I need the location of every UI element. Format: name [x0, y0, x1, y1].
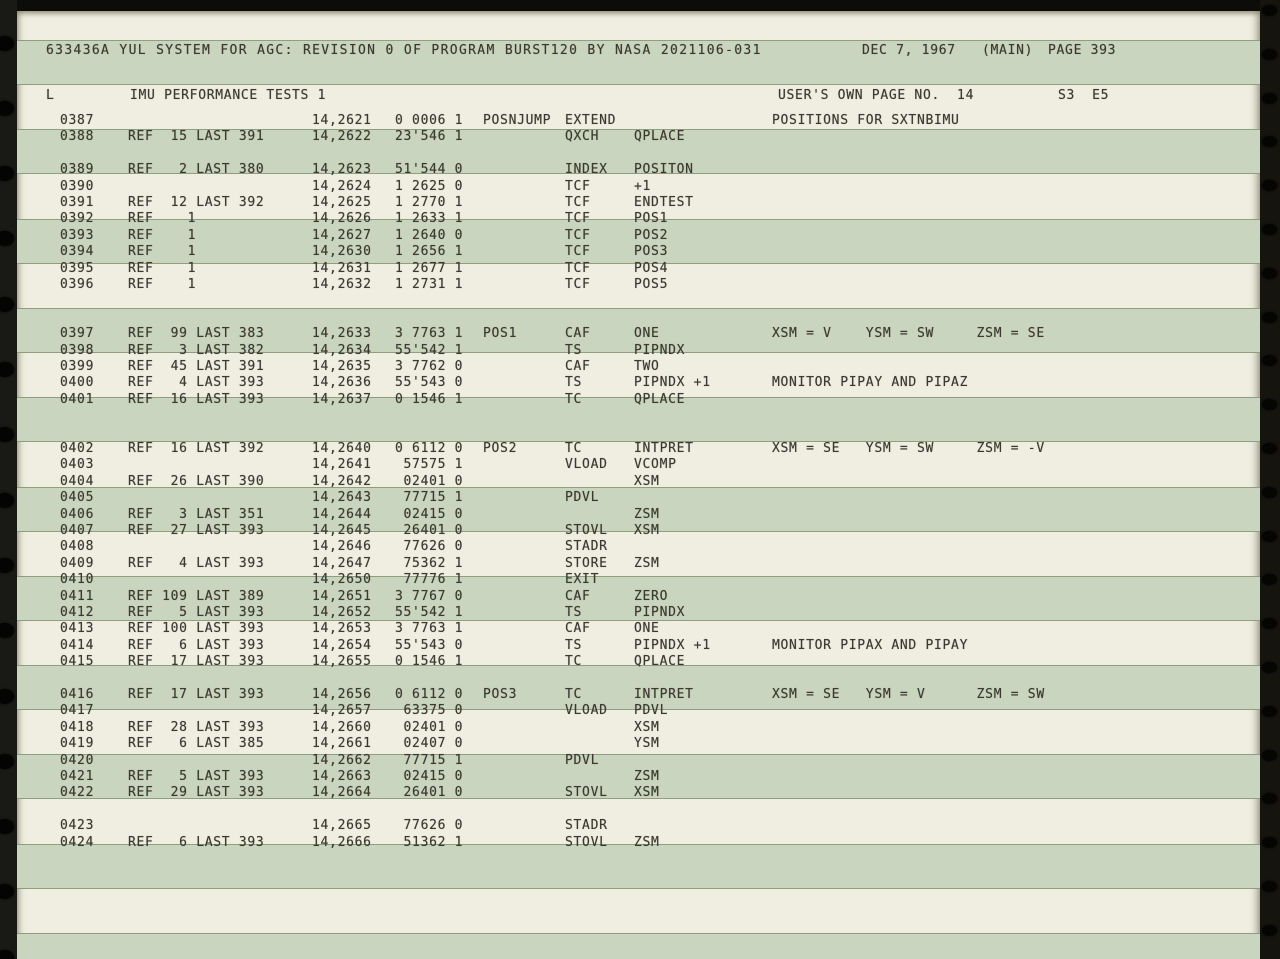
memory-address: 14,2661: [312, 736, 372, 752]
octal-word: 75362 1: [395, 555, 464, 571]
octal-word: 77626 0: [395, 539, 464, 555]
sequence-number: 0391: [60, 195, 95, 210]
opcode: STADR: [565, 818, 608, 834]
sequence-number: 0389: [60, 162, 95, 178]
opcode: CAF: [565, 588, 591, 604]
sequence-number: 0390: [60, 178, 95, 194]
operand: ENDTEST: [634, 195, 694, 210]
punch-hole: [0, 689, 14, 704]
operand: XSM: [634, 473, 660, 489]
ref-count: REF 3 LAST 351: [128, 506, 265, 522]
octal-word: 02401 0: [395, 473, 464, 489]
octal-word: 77776 1: [395, 572, 464, 588]
section-title: IMU PERFORMANCE TESTS 1: [130, 88, 327, 103]
grid-reference: S3 E5: [1058, 88, 1110, 103]
memory-address: 14,2640: [312, 441, 372, 456]
memory-address: 14,2635: [312, 359, 372, 374]
program-title: 633436A YUL SYSTEM FOR AGC: REVISION 0 OF PROGRAM BURST120 BY NASA 2021106-031: [46, 43, 762, 58]
ref-count: REF 5 LAST 393: [128, 605, 265, 620]
comment: MONITOR PIPAX AND PIPAY: [772, 637, 969, 653]
memory-address: 14,2645: [312, 523, 372, 538]
operand: PIPNDX: [634, 342, 686, 358]
octal-word: 63375 0: [395, 703, 464, 719]
opcode: TCF: [565, 227, 591, 243]
punch-hole: [1262, 312, 1277, 323]
ref-count: REF 1: [128, 227, 197, 243]
memory-address: 14,2622: [312, 129, 372, 145]
octal-word: 51362 1: [395, 834, 464, 850]
opcode: VLOAD: [565, 703, 608, 719]
sequence-number: 0405: [60, 490, 95, 506]
opcode: TCF: [565, 178, 591, 194]
opcode: TCF: [565, 260, 591, 276]
sequence-number: 0418: [60, 719, 95, 735]
opcode: EXTEND: [565, 113, 617, 128]
ref-count: REF 26 LAST 390: [128, 473, 265, 489]
sequence-number: 0400: [60, 375, 95, 391]
sequence-number: 0407: [60, 523, 95, 538]
punch-hole: [1262, 5, 1277, 16]
line-type-marker: L: [46, 88, 55, 103]
memory-address: 14,2651: [312, 588, 372, 604]
octal-word: 0 0006 1: [395, 113, 464, 128]
sequence-number: 0424: [60, 834, 95, 850]
memory-address: 14,2656: [312, 687, 372, 702]
octal-word: 3 7763 1: [395, 621, 464, 637]
opcode: TCF: [565, 277, 591, 292]
ref-count: REF 1: [128, 244, 197, 260]
octal-word: 57575 1: [395, 457, 464, 473]
opcode: TCF: [565, 244, 591, 260]
sequence-number: 0419: [60, 736, 95, 752]
punch-hole: [1262, 443, 1277, 454]
opcode: EXIT: [565, 572, 600, 588]
sequence-number: 0410: [60, 572, 95, 588]
octal-word: 77715 1: [395, 752, 464, 768]
sequence-number: 0394: [60, 244, 95, 260]
comment: POSITIONS FOR SXTNBIMU: [772, 113, 960, 128]
operand: XSM: [634, 785, 660, 801]
ref-count: REF 17 LAST 393: [128, 687, 265, 702]
octal-word: 1 2731 1: [395, 277, 464, 292]
opcode: PDVL: [565, 490, 600, 506]
opcode: TCF: [565, 211, 591, 227]
opcode: VLOAD: [565, 457, 608, 473]
symbol-label: POSNJUMP: [483, 113, 552, 128]
operand: POS3: [634, 244, 669, 260]
octal-word: 3 7763 1: [395, 326, 464, 342]
symbol-label: POS1: [483, 326, 518, 342]
octal-word: 55'542 1: [395, 342, 464, 358]
user-page-number: USER'S OWN PAGE NO. 14: [778, 88, 975, 103]
octal-word: 1 2770 1: [395, 195, 464, 210]
ref-count: REF 29 LAST 393: [128, 785, 265, 801]
comment: XSM = V YSM = SW ZSM = SE: [772, 326, 1045, 342]
memory-address: 14,2653: [312, 621, 372, 637]
ref-count: REF 6 LAST 393: [128, 834, 265, 850]
memory-address: 14,2632: [312, 277, 372, 292]
operand: ZSM: [634, 555, 660, 571]
ref-count: REF 1: [128, 260, 197, 276]
sequence-number: 0392: [60, 211, 95, 227]
sequence-number: 0396: [60, 277, 95, 292]
octal-word: 02401 0: [395, 719, 464, 735]
operand: POS4: [634, 260, 669, 276]
octal-word: 1 2633 1: [395, 211, 464, 227]
octal-word: 51'544 0: [395, 162, 464, 178]
operand: POS2: [634, 227, 669, 243]
operand: ONE: [634, 326, 660, 342]
comment: MONITOR PIPAY AND PIPAZ: [772, 375, 969, 391]
opcode: STADR: [565, 539, 608, 555]
octal-word: 1 2656 1: [395, 244, 464, 260]
opcode: STORE: [565, 555, 608, 571]
page-number: PAGE 393: [1048, 43, 1117, 58]
memory-address: 14,2634: [312, 342, 372, 358]
operand: ZERO: [634, 588, 669, 604]
octal-word: 0 6112 0: [395, 687, 464, 702]
memory-address: 14,2665: [312, 818, 372, 834]
octal-word: 02415 0: [395, 506, 464, 522]
opcode: STOVL: [565, 523, 608, 538]
memory-address: 14,2654: [312, 637, 372, 653]
octal-word: 23'546 1: [395, 129, 464, 145]
memory-address: 14,2627: [312, 227, 372, 243]
memory-address: 14,2652: [312, 605, 372, 620]
octal-word: 77626 0: [395, 818, 464, 834]
memory-address: 14,2626: [312, 211, 372, 227]
octal-word: 55'542 1: [395, 605, 464, 620]
opcode: QXCH: [565, 129, 600, 145]
octal-word: 02407 0: [395, 736, 464, 752]
operand: POS1: [634, 211, 669, 227]
scan-edge-left: [0, 0, 17, 959]
memory-address: 14,2641: [312, 457, 372, 473]
operand: INTPRET: [634, 441, 694, 456]
memory-address: 14,2644: [312, 506, 372, 522]
opcode: TS: [565, 605, 583, 620]
sequence-number: 0420: [60, 752, 95, 768]
operand: ZSM: [634, 769, 660, 784]
sequence-number: 0423: [60, 818, 95, 834]
ref-count: REF 15 LAST 391: [128, 129, 265, 145]
punch-hole: [1262, 268, 1277, 279]
operand: PIPNDX: [634, 605, 686, 620]
memory-address: 14,2655: [312, 654, 372, 670]
ref-count: REF 1: [128, 277, 197, 292]
sequence-number: 0413: [60, 621, 95, 637]
opcode: CAF: [565, 326, 591, 342]
memory-address: 14,2650: [312, 572, 372, 588]
memory-address: 14,2630: [312, 244, 372, 260]
opcode: TS: [565, 342, 583, 358]
sequence-number: 0403: [60, 457, 95, 473]
operand: QPLACE: [634, 391, 686, 407]
operand: PIPNDX +1: [634, 375, 711, 391]
memory-address: 14,2657: [312, 703, 372, 719]
memory-address: 14,2643: [312, 490, 372, 506]
octal-word: 3 7767 0: [395, 588, 464, 604]
sequence-number: 0414: [60, 637, 95, 653]
memory-address: 14,2621: [312, 113, 372, 128]
opcode: TC: [565, 654, 583, 670]
memory-address: 14,2631: [312, 260, 372, 276]
memory-address: 14,2647: [312, 555, 372, 571]
opcode: STOVL: [565, 834, 608, 850]
sequence-number: 0387: [60, 113, 95, 128]
ref-count: REF 6 LAST 385: [128, 736, 265, 752]
sequence-number: 0422: [60, 785, 95, 801]
sequence-number: 0388: [60, 129, 95, 145]
memory-address: 14,2642: [312, 473, 372, 489]
memory-address: 14,2646: [312, 539, 372, 555]
memory-address: 14,2633: [312, 326, 372, 342]
octal-word: 0 1546 1: [395, 654, 464, 670]
memory-address: 14,2664: [312, 785, 372, 801]
octal-word: 77715 1: [395, 490, 464, 506]
octal-word: 26401 0: [395, 785, 464, 801]
opcode: TS: [565, 375, 583, 391]
sequence-number: 0397: [60, 326, 95, 342]
opcode: INDEX: [565, 162, 608, 178]
memory-address: 14,2636: [312, 375, 372, 391]
operand: XSM: [634, 523, 660, 538]
opcode: CAF: [565, 621, 591, 637]
ref-count: REF 4 LAST 393: [128, 375, 265, 391]
memory-address: 14,2623: [312, 162, 372, 178]
symbol-label: POS2: [483, 441, 518, 456]
ref-count: REF 99 LAST 383: [128, 326, 265, 342]
ref-count: REF 16 LAST 393: [128, 391, 265, 407]
octal-word: 1 2625 0: [395, 178, 464, 194]
ref-count: REF 1: [128, 211, 197, 227]
sequence-number: 0404: [60, 473, 95, 489]
octal-word: 0 6112 0: [395, 441, 464, 456]
operand: PIPNDX +1: [634, 637, 711, 653]
ref-count: REF 17 LAST 393: [128, 654, 265, 670]
ref-count: REF 3 LAST 382: [128, 342, 265, 358]
symbol-label: POS3: [483, 687, 518, 702]
operand: POS5: [634, 277, 669, 292]
opcode: PDVL: [565, 752, 600, 768]
sequence-number: 0421: [60, 769, 95, 784]
operand: POSITON: [634, 162, 694, 178]
operand: XSM: [634, 719, 660, 735]
memory-address: 14,2662: [312, 752, 372, 768]
sequence-number: 0416: [60, 687, 95, 702]
memory-address: 14,2625: [312, 195, 372, 210]
octal-word: 3 7762 0: [395, 359, 464, 374]
operand: PDVL: [634, 703, 669, 719]
ref-count: REF 100 LAST 393: [128, 621, 265, 637]
operand: INTPRET: [634, 687, 694, 702]
sequence-number: 0393: [60, 227, 95, 243]
sequence-number: 0411: [60, 588, 95, 604]
operand: VCOMP: [634, 457, 677, 473]
ref-count: REF 45 LAST 391: [128, 359, 265, 374]
punch-hole: [1262, 662, 1277, 673]
sequence-number: 0395: [60, 260, 95, 276]
octal-word: 0 1546 1: [395, 391, 464, 407]
punch-hole: [1262, 925, 1277, 936]
octal-word: 1 2677 1: [395, 260, 464, 276]
ref-count: REF 6 LAST 393: [128, 637, 265, 653]
punch-hole: [1262, 487, 1277, 498]
sequence-number: 0401: [60, 391, 95, 407]
punch-hole: [1262, 750, 1277, 761]
punch-hole: [0, 36, 14, 51]
ref-count: REF 5 LAST 393: [128, 769, 265, 784]
memory-address: 14,2624: [312, 178, 372, 194]
octal-word: 55'543 0: [395, 637, 464, 653]
operand: QPLACE: [634, 129, 686, 145]
operand: ZSM: [634, 834, 660, 850]
opcode: STOVL: [565, 785, 608, 801]
octal-word: 02415 0: [395, 769, 464, 784]
ref-count: REF 16 LAST 392: [128, 441, 265, 456]
comment: XSM = SE YSM = V ZSM = SW: [772, 687, 1045, 702]
punch-hole: [1262, 224, 1277, 235]
octal-word: 55'543 0: [395, 375, 464, 391]
operand: ZSM: [634, 506, 660, 522]
punch-hole: [1262, 93, 1277, 104]
ref-count: REF 12 LAST 392: [128, 195, 265, 210]
punch-hole: [1262, 706, 1277, 717]
operand: QPLACE: [634, 654, 686, 670]
ref-count: REF 2 LAST 380: [128, 162, 265, 178]
opcode: TC: [565, 391, 583, 407]
ref-count: REF 27 LAST 393: [128, 523, 265, 538]
assembly-pass-tag: (MAIN): [982, 43, 1034, 58]
memory-address: 14,2666: [312, 834, 372, 850]
sequence-number: 0417: [60, 703, 95, 719]
opcode: TS: [565, 637, 583, 653]
punch-hole: [1262, 49, 1277, 60]
operand: YSM: [634, 736, 660, 752]
opcode: CAF: [565, 359, 591, 374]
sequence-number: 0406: [60, 506, 95, 522]
octal-word: 26401 0: [395, 523, 464, 538]
octal-word: 1 2640 0: [395, 227, 464, 243]
operand: TWO: [634, 359, 660, 374]
opcode: TC: [565, 687, 583, 702]
opcode: TC: [565, 441, 583, 456]
scan-edge-top: [0, 0, 1280, 11]
sequence-number: 0402: [60, 441, 95, 456]
comment: XSM = SE YSM = SW ZSM = -V: [772, 441, 1045, 456]
sequence-number: 0398: [60, 342, 95, 358]
punch-hole: [1262, 531, 1277, 542]
ref-count: REF 4 LAST 393: [128, 555, 265, 571]
operand: +1: [634, 178, 652, 194]
sequence-number: 0415: [60, 654, 95, 670]
ref-count: REF 109 LAST 389: [128, 588, 265, 604]
print-date: DEC 7, 1967: [862, 43, 956, 58]
sequence-number: 0408: [60, 539, 95, 555]
operand: ONE: [634, 621, 660, 637]
sequence-number: 0399: [60, 359, 95, 374]
memory-address: 14,2637: [312, 391, 372, 407]
memory-address: 14,2663: [312, 769, 372, 784]
punch-hole: [1262, 881, 1277, 892]
ref-count: REF 28 LAST 393: [128, 719, 265, 735]
sequence-number: 0409: [60, 555, 95, 571]
memory-address: 14,2660: [312, 719, 372, 735]
sequence-number: 0412: [60, 605, 95, 620]
opcode: TCF: [565, 195, 591, 210]
